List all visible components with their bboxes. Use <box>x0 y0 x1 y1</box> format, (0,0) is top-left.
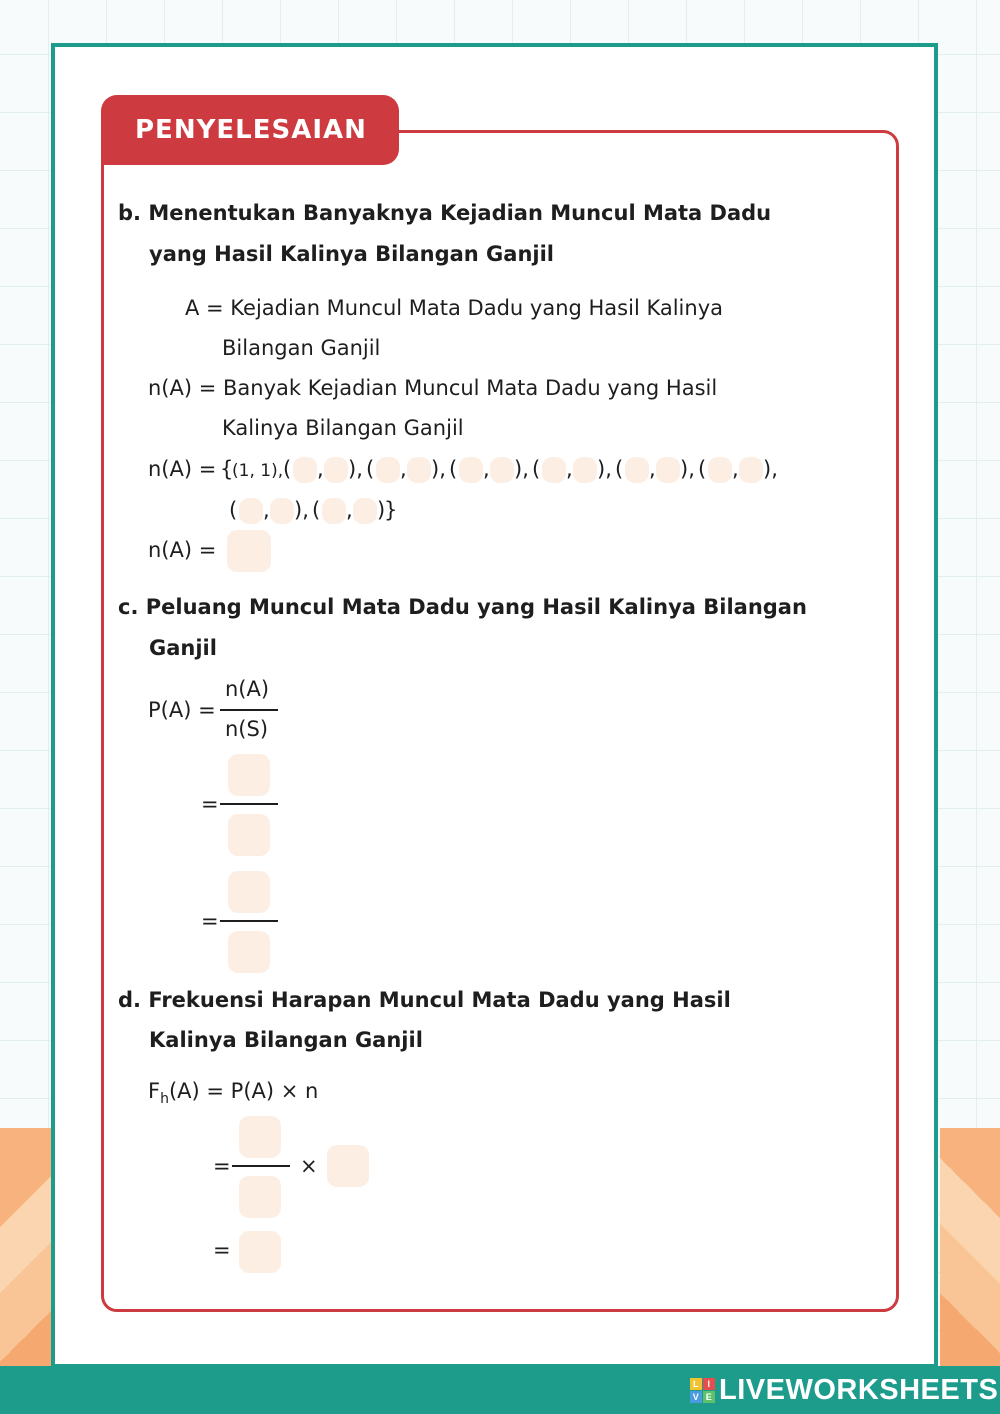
times-sign: × <box>300 1154 318 1178</box>
pair-comma: , <box>483 457 490 481</box>
numerator-answer-blank[interactable] <box>228 871 270 913</box>
pair-comma: , <box>400 457 407 481</box>
answer-blank[interactable] <box>322 498 346 524</box>
section-d-heading-cont: Kalinya Bilangan Ganjil <box>149 1028 423 1052</box>
equals-sign: = <box>213 1154 231 1178</box>
section-c-heading: c. Peluang Muncul Mata Dadu yang Hasil Kalinya Bilangan <box>118 595 807 619</box>
answer-blank[interactable] <box>656 457 680 483</box>
fraction-bar <box>232 1165 290 1167</box>
liveworksheets-logo-text: LIVEWORKSHEETS <box>719 1373 999 1406</box>
paren-open: ( <box>532 457 541 481</box>
paren-open: ( <box>615 457 624 481</box>
paren-close: ), <box>294 498 309 522</box>
numerator-answer-blank[interactable] <box>239 1116 281 1158</box>
paren-close: ), <box>597 457 612 481</box>
probability-lhs: P(A) = <box>148 698 216 722</box>
pair-comma: , <box>263 498 270 522</box>
definition-na: n(A) = Banyak Kejadian Muncul Mata Dadu yang Hasil <box>148 376 718 400</box>
paren-open: ( <box>698 457 707 481</box>
paren-close: ), <box>431 457 446 481</box>
paren-close: ), <box>763 457 778 481</box>
liveworksheets-logo-icon: L I V E <box>690 1378 715 1403</box>
set-lhs-label: n(A) = <box>148 457 217 481</box>
decor-triangles-right <box>940 1128 1000 1368</box>
set-close-brace: } <box>384 498 398 522</box>
paren-close: ) <box>377 498 386 522</box>
expected-frequency-formula: $F_h(A) = P(A) \times n$ <box>148 1079 319 1108</box>
count-answer-blank[interactable] <box>227 530 271 572</box>
fraction-bar <box>220 709 278 711</box>
answer-blank[interactable] <box>324 457 348 483</box>
definition-a: A = Kejadian Muncul Mata Dadu yang Hasil Kalinya <box>185 296 724 320</box>
count-lhs-label: n(A) = <box>148 538 217 562</box>
paren-open: ( <box>283 457 292 481</box>
section-d-heading: d. Frekuensi Harapan Muncul Mata Dadu yang Hasil <box>118 988 731 1012</box>
pair-comma: , <box>346 498 353 522</box>
paren-open: ( <box>366 457 375 481</box>
set-first-pair: (1, 1), <box>232 461 284 481</box>
equals-sign: = <box>201 909 219 933</box>
denominator-answer-blank[interactable] <box>228 931 270 973</box>
section-header: PENYELESAIAN <box>101 95 399 165</box>
section-b-heading-cont: yang Hasil Kalinya Bilangan Ganjil <box>149 242 555 266</box>
answer-blank[interactable] <box>270 498 294 524</box>
answer-blank[interactable] <box>490 457 514 483</box>
answer-blank[interactable] <box>625 457 649 483</box>
paren-close: ), <box>514 457 529 481</box>
answer-blank[interactable] <box>708 457 732 483</box>
answer-blank[interactable] <box>459 457 483 483</box>
pair-comma: , <box>317 457 324 481</box>
answer-blank[interactable] <box>542 457 566 483</box>
equals-sign: = <box>201 792 219 816</box>
fraction-bar <box>220 920 278 922</box>
section-c-heading-cont: Ganjil <box>149 636 217 660</box>
answer-blank[interactable] <box>739 457 763 483</box>
paren-open: ( <box>229 498 238 522</box>
pair-comma: , <box>566 457 573 481</box>
answer-blank[interactable] <box>293 457 317 483</box>
liveworksheets-logo <box>690 1372 998 1408</box>
section-b-heading: b. Menentukan Banyaknya Kejadian Muncul Mata Dadu <box>118 201 772 225</box>
answer-blank[interactable] <box>353 498 377 524</box>
denominator-answer-blank[interactable] <box>228 814 270 856</box>
paren-open: ( <box>312 498 321 522</box>
set-open-brace: { <box>220 457 234 481</box>
equals-sign: = <box>213 1238 231 1262</box>
fraction-bar <box>220 803 278 805</box>
fraction-numerator: n(A) <box>225 677 270 701</box>
answer-blank[interactable] <box>573 457 597 483</box>
answer-blank[interactable] <box>239 498 263 524</box>
answer-blank[interactable] <box>376 457 400 483</box>
pair-comma: , <box>732 457 739 481</box>
paren-close: ), <box>348 457 363 481</box>
result-answer-blank[interactable] <box>239 1231 281 1273</box>
numerator-answer-blank[interactable] <box>228 754 270 796</box>
definition-a-cont: Bilangan Ganjil <box>222 336 381 360</box>
fraction-denominator: n(S) <box>225 717 269 741</box>
definition-na-cont: Kalinya Bilangan Ganjil <box>222 416 464 440</box>
denominator-answer-blank[interactable] <box>239 1176 281 1218</box>
paren-close: ), <box>680 457 695 481</box>
answer-blank[interactable] <box>407 457 431 483</box>
paren-open: ( <box>449 457 458 481</box>
pair-comma: , <box>649 457 656 481</box>
n-answer-blank[interactable] <box>327 1145 369 1187</box>
